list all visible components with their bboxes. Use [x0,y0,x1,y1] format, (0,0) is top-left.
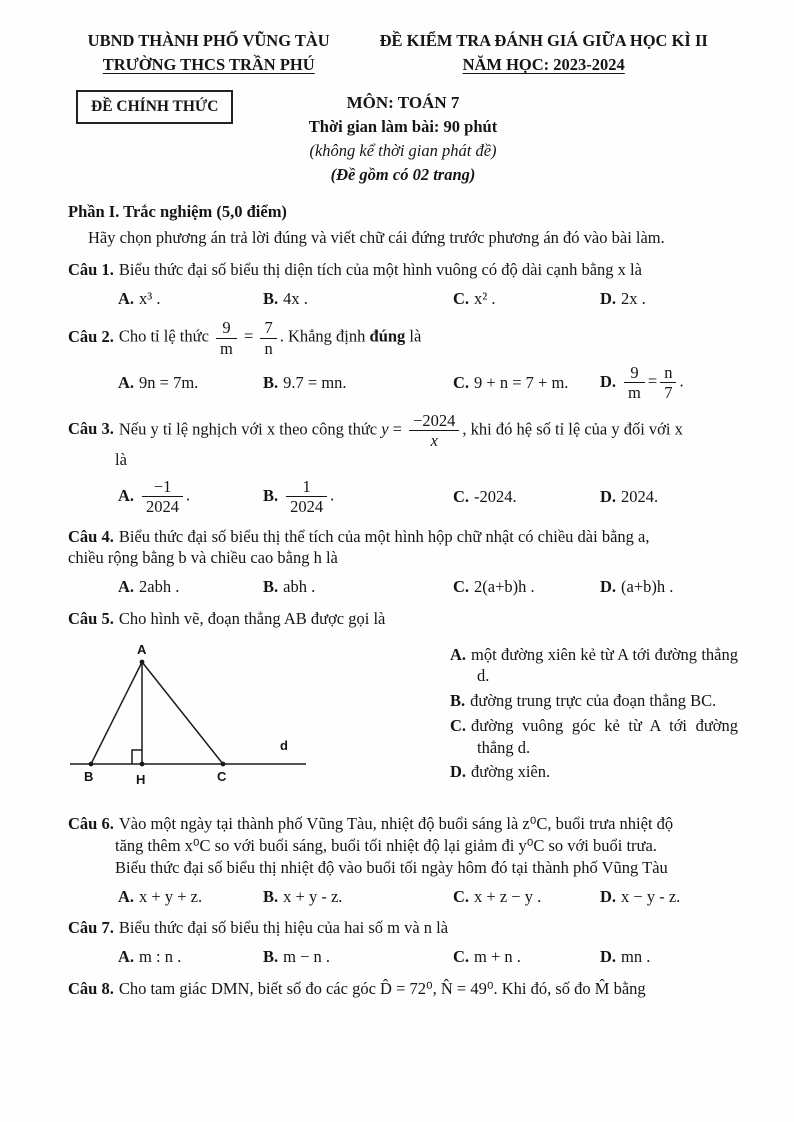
q2-option-d-fraction-right: $\frac{n}{7}$ [660,364,676,402]
q7-option-a-text: m : n . [139,947,182,967]
q1-option-c-label: C. [453,288,470,308]
part1-instruction: Hãy chọn phương án trả lời đúng và viết chữ cái đứng trước phương án đó vào bài làm. [88,228,665,248]
q3-formula-var: y [381,419,389,439]
q8-text-before: Cho tam giác DMN, biết số đo các góc [118,979,376,999]
q1-option-a-label: A. [118,288,135,308]
header-left-block [68,30,349,78]
q2-option-b [263,372,453,394]
q5-option-b-label: B. [450,691,466,711]
q6-option-b [263,886,453,908]
q6-line3: Biểu thức đại số biểu thị nhiệt độ vào buổi tối ngày hôm đó tại thành phố Vũng Tàu [115,857,668,877]
duration-line: Thời gian làm bài: 90 phút [308,116,498,136]
q3-text-after: , khi đó hệ số tỉ lệ của y đối với x [462,419,683,439]
q5-option-c-label: C. [450,715,467,735]
q7-label: Câu 7. [68,918,114,938]
q3-option-a [118,478,263,516]
figure-label-apex: A [137,641,147,657]
q1-option-c-text: x² . [474,288,496,308]
q3-option-c-text: -2024. [474,486,517,506]
figure-label-line: d [280,737,288,753]
q2-text-before: Cho tỉ lệ thức [118,326,209,346]
q1-option-b-text: 4x . [283,288,308,308]
q3-option-b-label: B. [263,485,279,505]
q3-option-a-fraction: $\frac{-1}{2024}$ [142,478,183,516]
q1-options [118,288,738,310]
q1-text: Biểu thức đại số biểu thị diện tích của một hình vuông có độ dài cạnh bằng x là [118,259,642,279]
q5-option-d-text: đường xiên. [471,762,551,782]
q5-option-c [450,715,738,759]
q1-option-b-label: B. [263,288,279,308]
question-8 [68,978,738,1000]
figure-label-left: B [84,768,94,784]
official-exam-box: ĐỀ CHÍNH THỨC [76,90,233,124]
q1-option-c [453,288,600,310]
q2-label: Câu 2. [68,326,114,346]
q6-option-c-label: C. [453,886,470,906]
q4-option-d-text: (a+b)h . [621,577,674,597]
q4-line2: chiều rộng bằng b và chiều cao bằng h là [68,548,338,568]
q5-options [450,638,738,804]
q1-option-a-text: x³ . [139,288,161,308]
q8-angle-formula: D̂ = 72⁰, N̂ = 49⁰ [380,979,494,999]
q3-fraction: $\frac{-2024}{x}$ [409,412,459,450]
question-7 [68,917,738,968]
q6-option-b-text: x + y - z. [283,886,343,906]
q7-option-b-label: B. [263,947,279,967]
q3-option-c [453,486,600,508]
q2-fraction-right: $\frac{7}{n}$ [260,319,276,357]
q3-option-b-suffix: . [330,485,335,505]
q8-angle-m: M̂ [594,979,610,999]
q7-option-c [453,946,600,968]
q2-text-mid: . Khẳng định [279,326,366,346]
q4-options [118,576,738,598]
q3-option-c-label: C. [453,486,470,506]
q5-option-a [450,644,738,688]
q3-option-a-label: A. [118,485,135,505]
q5-figure [68,638,450,804]
q5-text: Cho hình vẽ, đoạn thẳng AB được gọi là [118,608,386,628]
question-2 [68,319,738,401]
q3-formula-equals: = [392,419,402,439]
q5-option-a-text: một đường xiên kẻ từ A tới đường thẳng d. [471,644,738,686]
part1-heading: Phần I. Trắc nghiệm (5,0 điểm) [68,202,287,222]
q2-option-d-equals: = [647,371,658,391]
q2-option-c-label: C. [453,372,470,392]
q4-option-a [118,576,263,598]
q7-options [118,946,738,968]
q2-option-b-label: B. [263,372,279,392]
right-angle-mark [132,750,142,764]
q6-options [118,886,738,908]
q6-option-c-text: x + z − y . [474,886,542,906]
subject-line: MÔN: TOÁN 7 [346,92,460,112]
exam-title-line-2: NĂM HỌC: 2023-2024 [462,54,625,74]
q6-option-a [118,886,263,908]
q7-option-a-label: A. [118,947,135,967]
q2-option-b-text: 9.7 = mn. [283,372,347,392]
q1-label: Câu 1. [68,259,114,279]
q3-option-b [263,478,453,516]
q2-option-d-label: D. [600,371,617,391]
q5-option-d [450,761,738,783]
q7-option-c-text: m + n . [474,947,521,967]
q2-option-c [453,372,600,394]
q5-option-d-label: D. [450,762,467,782]
figure-label-foot: H [136,771,146,787]
q5-option-b-text: đường trung trực của đoạn thẳng BC. [470,691,717,711]
q4-option-b-text: abh . [283,577,316,597]
triangle-figure [68,638,318,798]
q5-body [68,638,738,804]
org-line-2: TRƯỜNG THCS TRẦN PHÚ [102,54,315,74]
q4-option-c [453,576,600,598]
page-header [68,30,738,80]
q5-option-a-label: A. [450,644,467,664]
q4-label: Câu 4. [68,526,114,546]
q3-label: Câu 3. [68,419,114,439]
q6-line1: Vào một ngày tại thành phố Vũng Tàu, nhiệt độ buổi sáng là z⁰C, buổi trưa nhiệt độ [118,814,674,834]
q5-label: Câu 5. [68,608,114,628]
exam-title-line-1: ĐỀ KIỂM TRA ĐÁNH GIÁ GIỮA HỌC KÌ II [379,31,708,50]
q6-label: Câu 6. [68,814,114,834]
q4-option-a-label: A. [118,577,135,597]
q3-option-a-suffix: . [186,485,191,505]
q6-option-d [600,886,738,908]
q6-option-d-label: D. [600,886,617,906]
header-right-block [349,30,738,78]
q6-line2: tăng thêm x⁰C so với buổi sáng, buổi tối nhiệt độ lại giảm đi y⁰C so với buổi trưa. [115,836,657,856]
question-1 [68,259,738,310]
note-line-2: (Đề gồm có 02 trang) [330,164,476,184]
subject-block [68,92,738,186]
q3-text-before: Nếu y tỉ lệ nghịch với x theo công thức [118,419,378,439]
q6-option-d-text: x − y - z. [621,886,681,906]
q2-text-after: là [409,326,422,346]
q7-option-d-text: mn . [621,947,651,967]
q6-option-a-label: A. [118,886,135,906]
q3-options [118,478,738,516]
q2-option-d-suffix: . [679,371,684,391]
q4-option-b [263,576,453,598]
q2-equals: = [244,326,254,346]
q2-option-a-text: 9n = 7m. [139,372,199,392]
q4-option-b-label: B. [263,577,279,597]
q7-option-c-label: C. [453,947,470,967]
q5-option-c-text: đường vuông góc kẻ từ A tới đường thẳng d. [471,715,738,757]
q6-option-c [453,886,600,908]
q3-option-d-label: D. [600,486,617,506]
q2-option-a [118,372,263,394]
q1-option-b [263,288,453,310]
q7-option-b [263,946,453,968]
q4-option-a-text: 2abh . [139,577,180,597]
q7-option-d [600,946,738,968]
q7-option-a [118,946,263,968]
figure-label-right: C [217,768,227,784]
question-4 [68,526,738,598]
q3-option-d [600,486,738,508]
question-5 [68,608,738,804]
q4-option-d-label: D. [600,577,617,597]
q2-option-a-label: A. [118,372,135,392]
q7-text: Biểu thức đại số biểu thị hiệu của hai số m và n là [118,918,449,938]
q6-option-b-label: B. [263,886,279,906]
q5-option-b [450,690,738,712]
q2-options [118,364,738,402]
q2-fraction-left: $\frac{9}{m}$ [216,319,237,357]
org-line-1: UBND THÀNH PHỐ VŨNG TÀU [87,31,330,50]
q4-option-c-label: C. [453,577,470,597]
q4-option-c-text: 2(a+b)h . [474,577,535,597]
q3-option-b-fraction: $\frac{1}{2024}$ [286,478,327,516]
q4-option-d [600,576,738,598]
q6-option-a-text: x + y + z. [139,886,203,906]
q4-line1: Biểu thức đại số biểu thị thể tích của một hình hộp chữ nhật có chiều dài bằng a, [118,526,650,546]
q8-text-after: bằng [613,979,646,999]
q1-option-d-text: 2x . [621,288,646,308]
q3-option-d-text: 2024. [621,486,659,506]
q8-label: Câu 8. [68,979,114,999]
q1-option-d [600,288,738,310]
question-3 [68,412,738,516]
q3-text-line2: là [115,450,127,470]
q2-option-c-text: 9 + n = 7 + m. [474,372,569,392]
q2-option-d [600,364,738,402]
question-6 [68,813,738,907]
note-line-1: (không kể thời gian phát đề) [309,140,497,160]
q8-text-mid: . Khi đó, số đo [493,979,591,999]
q2-option-d-fraction-left: $\frac{9}{m}$ [624,364,645,402]
q2-bold-word: đúng [369,326,406,346]
q7-option-b-text: m − n . [283,947,331,967]
q7-option-d-label: D. [600,947,617,967]
q1-option-a [118,288,263,310]
q1-option-d-label: D. [600,288,617,308]
